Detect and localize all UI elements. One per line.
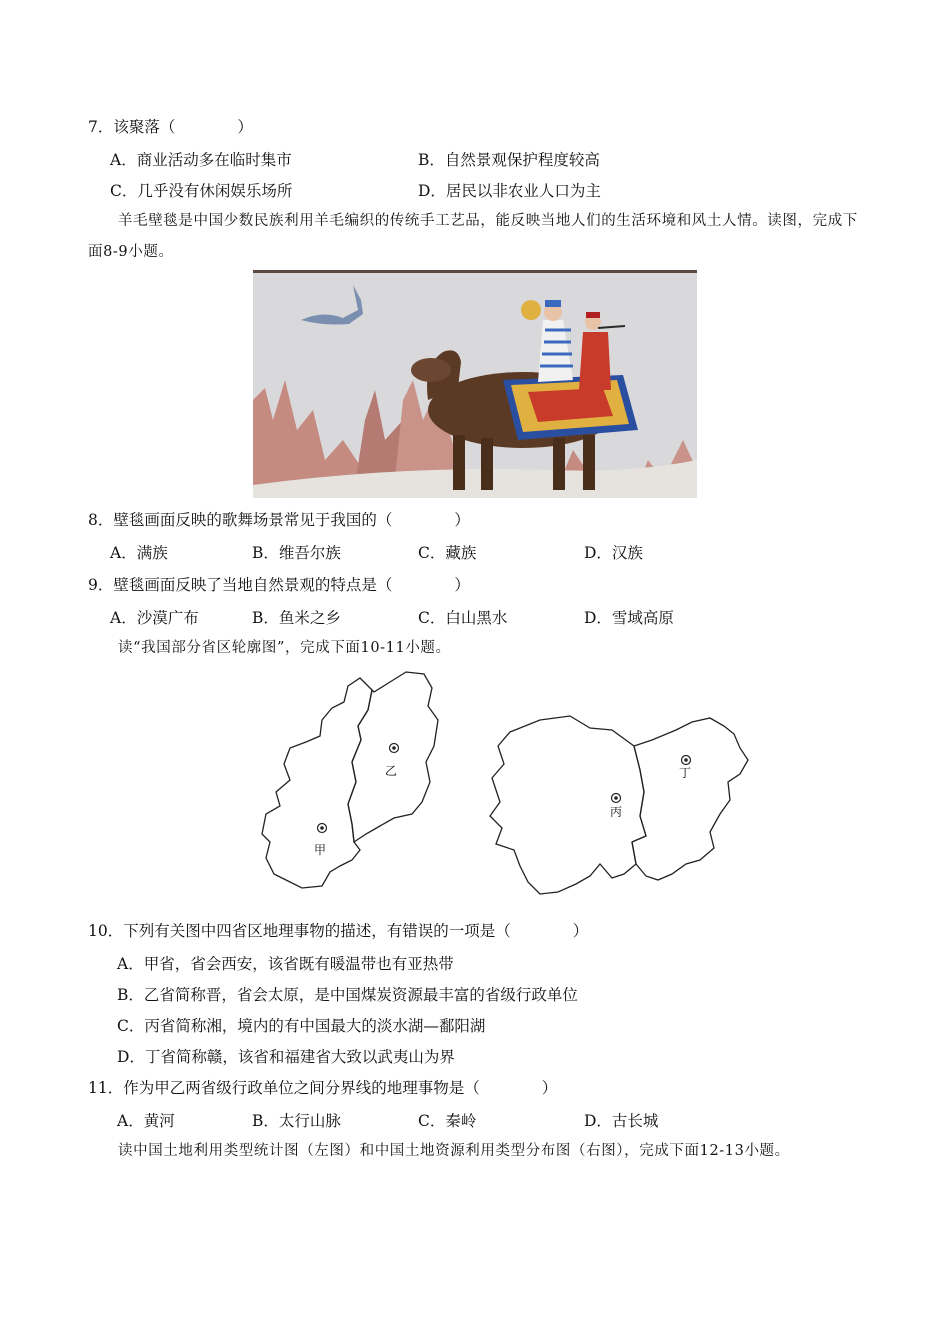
province-bing-outline xyxy=(490,716,646,894)
map-label-ding: 丁 xyxy=(679,766,692,780)
q11-option-d: D．古长城 xyxy=(584,1112,659,1130)
q9-option-d: D．雪域高原 xyxy=(584,609,674,627)
q9-stem: 9．壁毯画面反映了当地自然景观的特点是（ ） xyxy=(88,576,470,594)
q8-option-b: B．维吾尔族 xyxy=(252,544,341,562)
q7-option-a: A．商业活动多在临时集市 xyxy=(110,151,292,169)
q8-stem: 8．壁毯画面反映的歌舞场景常见于我国的（ ） xyxy=(88,511,470,529)
province-outline-map xyxy=(240,664,760,904)
province-ding-outline xyxy=(632,718,748,880)
intro-12-13-text: 读中国土地利用类型统计图（左图）和中国土地资源利用类型分布图（右图），完成下面12-13小题。 xyxy=(118,1143,790,1159)
q8-option-d: D．汉族 xyxy=(584,544,643,562)
q11-option-a: A．黄河 xyxy=(117,1112,175,1130)
q7-option-c: C．几乎没有休闲娱乐场所 xyxy=(110,182,293,200)
q7-stem: 7．该聚落（ ） xyxy=(88,118,253,136)
intro-10-11-text: 读“我国部分省区轮廓图”，完成下面10-11小题。 xyxy=(118,640,451,656)
map-label-bing: 丙 xyxy=(610,805,623,819)
q9-option-a: A．沙漠广布 xyxy=(110,609,199,627)
q8-option-a: A．满族 xyxy=(110,544,168,562)
q10-option-b: B．乙省简称晋，省会太原，是中国煤炭资源最丰富的省级行政单位 xyxy=(117,986,578,1004)
intro-8-9 xyxy=(88,206,863,268)
q11-stem: 11．作为甲乙两省级行政单位之间分界线的地理事物是（ ） xyxy=(88,1079,558,1097)
tapestry-image xyxy=(253,270,697,498)
q9-option-c: C．白山黑水 xyxy=(418,609,508,627)
intro-8-9-text: 羊毛壁毯是中国少数民族利用羊毛编织的传统手工艺品，能反映当地人们的生活环境和风土人情。读图，完成下面8-9小题。 xyxy=(88,213,858,260)
q9-option-b: B．鱼米之乡 xyxy=(252,609,341,627)
q10-option-a: A．甲省，省会西安，该省既有暖温带也有亚热带 xyxy=(117,955,454,973)
intro-12-13 xyxy=(88,1136,863,1167)
map-label-yi: 乙 xyxy=(385,764,398,778)
q8-option-c: C．藏族 xyxy=(418,544,477,562)
q10-option-d: D．丁省简称赣，该省和福建省大致以武夷山为界 xyxy=(117,1048,455,1066)
q10-stem: 10．下列有关图中四省区地理事物的描述，有错误的一项是（ ） xyxy=(88,922,589,940)
map-label-jia: 甲 xyxy=(314,843,327,857)
province-yi-outline xyxy=(348,672,438,842)
q10-option-c: C．丙省简称湘，境内的有中国最大的淡水湖—鄱阳湖 xyxy=(117,1017,486,1035)
province-outline-svg xyxy=(240,664,760,904)
q7-option-b: B．自然景观保护程度较高 xyxy=(418,151,600,169)
intro-10-11 xyxy=(88,633,863,664)
q11-option-b: B．太行山脉 xyxy=(252,1112,341,1130)
q7-option-d: D．居民以非农业人口为主 xyxy=(418,182,601,200)
q11-option-c: C．秦岭 xyxy=(418,1112,477,1130)
